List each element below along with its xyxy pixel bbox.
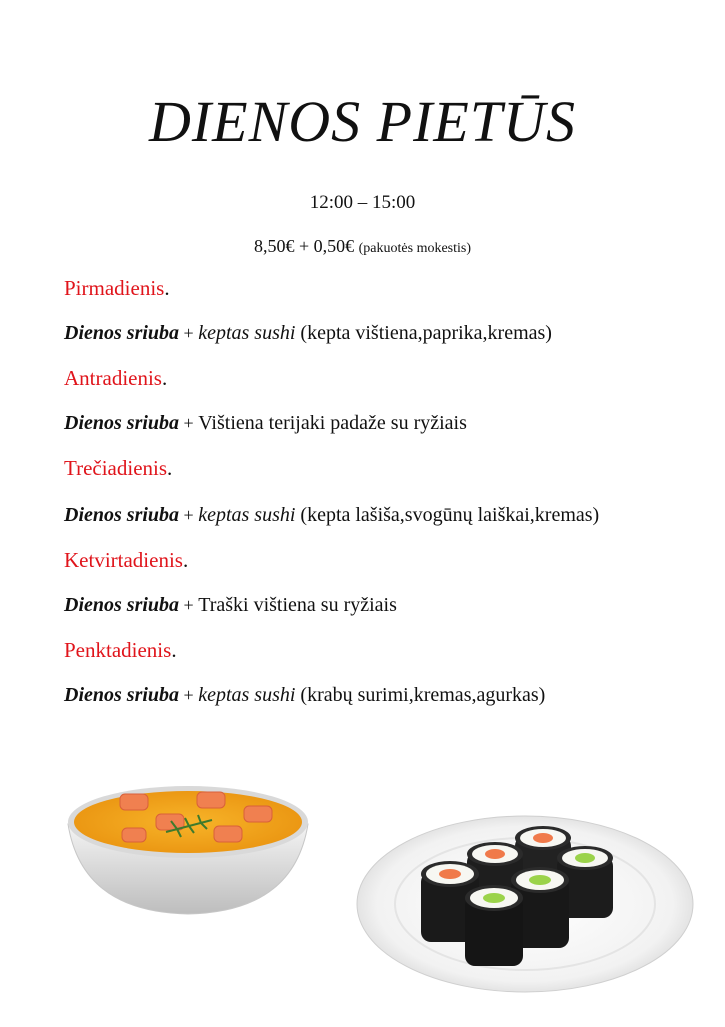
day-heading-monday — [64, 276, 170, 301]
dish-description: (kepta vištiena,paprika,kremas) — [295, 322, 552, 344]
soup-bowl-image — [62, 772, 314, 920]
dish-italic: keptas sushi — [198, 504, 296, 526]
day-heading-friday — [64, 638, 177, 663]
meal-monday — [64, 322, 552, 345]
day-name: Penktadienis — [64, 638, 172, 662]
day-heading-wednesday — [64, 456, 172, 481]
plus-sign: + — [179, 505, 199, 525]
day-dot: . — [164, 276, 170, 300]
plus-sign: + — [179, 323, 199, 343]
day-heading-tuesday — [64, 366, 167, 391]
day-name: Trečiadienis — [64, 456, 168, 480]
day-name: Ketvirtadienis — [64, 548, 183, 572]
day-dot: . — [161, 366, 168, 390]
day-name: Antradienis — [64, 366, 162, 390]
meal-tuesday — [64, 412, 467, 435]
day-dot: . — [182, 548, 189, 572]
dish-description: Traški vištiena su ryžiais — [198, 594, 397, 616]
day-dot: . — [171, 638, 177, 662]
dish-description: Vištiena terijaki padaže su ryžiais — [198, 412, 467, 434]
meal-wednesday — [64, 504, 599, 527]
sushi-plate-image — [355, 812, 695, 994]
day-name: Pirmadienis — [64, 276, 165, 300]
dish-italic: keptas sushi — [198, 684, 296, 706]
plus-sign: + — [179, 595, 199, 615]
soup-label: Dienos sriuba — [64, 684, 180, 706]
price-note: (pakuotės mokestis) — [358, 241, 472, 256]
meal-thursday — [64, 594, 397, 617]
day-heading-thursday — [64, 548, 188, 573]
dish-italic: keptas sushi — [198, 322, 296, 344]
soup-label: Dienos sriuba — [64, 322, 180, 344]
soup-label: Dienos sriuba — [64, 412, 180, 434]
plus-sign: + — [179, 413, 199, 433]
price-main: 8,50€ + 0,50€ — [253, 236, 355, 256]
page-title: DIENOS PIETŪS — [148, 89, 576, 154]
soup-label: Dienos sriuba — [64, 594, 180, 616]
plus-sign: + — [179, 685, 199, 705]
day-dot: . — [167, 456, 173, 480]
lunch-hours: 12:00 – 15:00 — [309, 192, 416, 213]
soup-label: Dienos sriuba — [64, 504, 180, 526]
price-line — [0, 236, 725, 257]
meal-friday — [64, 684, 545, 707]
dish-description: (krabų surimi,kremas,agurkas) — [295, 684, 546, 706]
dish-description: (kepta lašiša,svogūnų laiškai,kremas) — [295, 504, 600, 526]
